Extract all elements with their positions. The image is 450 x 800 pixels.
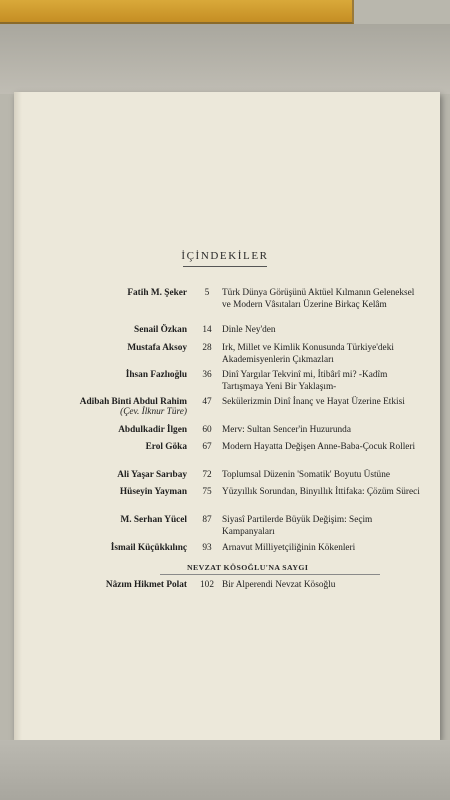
entry-title: Arnavut Milliyetçiliğinin Kökenleri <box>222 543 356 553</box>
entry-author: Erol Göka <box>145 442 187 452</box>
entry-author: Abdulkadir İlgen <box>118 425 187 435</box>
contents-heading: İÇİNDEKİLER <box>181 250 269 262</box>
author-name: Adibah Binti Abdul Rahim <box>79 397 187 407</box>
heading-underline <box>183 266 267 267</box>
entry-page: 28 <box>202 343 212 353</box>
book-cover-top <box>0 0 354 24</box>
entry-page: 36 <box>202 370 212 380</box>
entry-page: 102 <box>200 580 214 590</box>
entry-author: Fatih M. Şeker <box>127 288 187 298</box>
entry-author <box>80 397 187 417</box>
entry-page: 47 <box>202 397 212 407</box>
entry-page: 60 <box>202 425 212 435</box>
entry-title: Yüzyıllık Sorundan, Binyıllık İttifaka: Çözüm Süreci <box>222 487 420 497</box>
entry-title: Dinle Ney'den <box>222 325 276 335</box>
entry-author: Ali Yaşar Sarıbay <box>117 470 187 480</box>
entry-title: Modern Hayatta Değişen Anne-Baba-Çocuk Rolleri <box>222 442 416 452</box>
entry-title: Toplumsal Düzenin 'Somatik' Boyutu Üstüne <box>222 470 390 480</box>
entry-title: Merv: Sultan Sencer'in Huzurunda <box>222 425 351 435</box>
translator-name: (Çev. İlknur Türe) <box>120 407 187 417</box>
book-page <box>14 92 440 740</box>
entry-title: Türk Dünya Görüşünü Aktüel Kılmanın Geleneksel ve Modern Vâsıtaları Üzerine Birkaç Kelâm <box>222 288 415 310</box>
entry-page: 87 <box>202 515 212 525</box>
entry-title: Bir Alperendi Nevzat Kösoğlu <box>222 580 336 590</box>
tribute-underline <box>160 574 380 575</box>
entry-page: 5 <box>204 288 210 298</box>
entry-page: 14 <box>202 325 212 335</box>
entry-page: 93 <box>202 543 212 553</box>
entry-author: Nâzım Hikmet Polat <box>105 580 187 590</box>
entry-title: Irk, Millet ve Kimlik Konusunda Türkiye'deki Akademisyenlerin Çıkmazları <box>222 343 394 365</box>
entry-author: İsmail Küçükkılınç <box>110 543 187 553</box>
table-surface-bottom <box>0 740 450 800</box>
table-surface <box>0 24 450 94</box>
tribute-heading: NEVZAT KÖSOĞLU'NA SAYGI <box>187 563 309 572</box>
entry-page: 72 <box>202 470 212 480</box>
entry-page: 75 <box>202 487 212 497</box>
page-gutter <box>14 92 22 740</box>
entry-author: İhsan Fazlıoğlu <box>125 370 187 380</box>
entry-author: M. Serhan Yücel <box>120 515 187 525</box>
entry-page: 67 <box>202 442 212 452</box>
entry-author: Senail Özkan <box>134 325 187 335</box>
entry-author: Mustafa Aksoy <box>127 343 187 353</box>
entry-title: Sekülerizmin Dinî İnanç ve Hayat Üzerine Etkisi <box>222 397 405 407</box>
entry-title: Dinî Yargılar Tekvinî mi, İtibârî mi? -Kadîm Tartışmaya Yeni Bir Yaklaşım- <box>222 370 388 392</box>
entry-author: Hüseyin Yayman <box>119 487 187 497</box>
entry-title: Siyasî Partilerde Büyük Değişim: Seçim Kampanyaları <box>222 515 373 537</box>
